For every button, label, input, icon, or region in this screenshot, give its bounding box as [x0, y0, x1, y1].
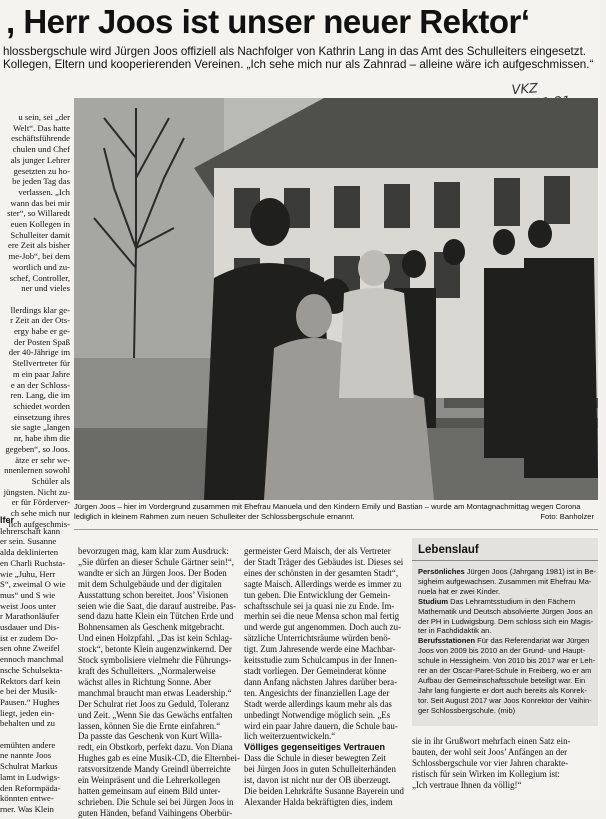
text-line: ristisch für sein Wirken im Kollegium ist:: [412, 768, 560, 779]
text-line: manchmal braucht man etwas Leadership.“: [78, 687, 232, 698]
text-line: sagte Maisch. Allerdings werde es immer zu: [244, 578, 402, 589]
lebenslauf-line: rer an der Oscar-Paret-Schule in Freiberg, wo er am: [418, 666, 592, 676]
text-line: behalten und zu: [0, 718, 56, 729]
text-line: wortlich und zu-: [12, 261, 70, 272]
text-line: tun geben. Die Entwicklung der Gemein-: [244, 589, 391, 600]
text-line: unbedingt Notwendige möglich sein. „Es: [244, 709, 391, 720]
text-line: Stadt werde allerdings kaum mehr als das: [244, 698, 392, 709]
lebenslauf-title: Lebenslauf: [412, 538, 598, 561]
text-line: lfer: [0, 515, 15, 525]
text-line: könnten entwe-: [0, 793, 54, 804]
text-line: ratsvorsitzende Mandy Greindl überreichte: [78, 764, 231, 775]
photo-caption: [74, 502, 598, 521]
lebenslauf-box: [412, 538, 598, 726]
lebenslauf-line: Joos von 2009 bis 2010 an der Grund- und Haupt-: [418, 646, 586, 656]
text-line: schef, Controller,: [9, 272, 70, 283]
text-line: eines der schönsten in der gesamten Stadt“,: [244, 567, 399, 578]
text-line: ennoch manchmal: [0, 654, 64, 665]
text-line: liegt, jeden ein-: [0, 707, 55, 718]
text-line: wandte er sich an Jürgen Joos. Der Boden: [78, 567, 227, 578]
text-line: den Reformpäda-: [0, 782, 61, 793]
text-line: Schulleiter damit: [10, 229, 70, 240]
photo-credit: Foto: Banholzer: [540, 511, 594, 521]
text-line: und werde gut angenommen. Doch auch zu-: [244, 622, 401, 633]
text-line: ergy habe er ge-: [13, 326, 70, 337]
divider: [74, 529, 598, 530]
text-line: m ein paar Jahre: [12, 368, 70, 379]
handwritten-date-stamp: VKZ: [511, 81, 539, 99]
lebenslauf-line: nuela hat er zwei Kinder.: [418, 586, 501, 596]
lead-line: hlossbergschule wird Jürgen Joos offiziell als Nachfolger von Kathrin Lang in das Amt des Schulleiters eingesetzt.: [3, 45, 587, 58]
text-line: schaftsschule sei ja quasi nie zu Ende. Im-: [244, 600, 395, 611]
text-line: gegeben“, so Joos.: [5, 443, 70, 454]
text-line: ner und vieles: [21, 283, 70, 294]
lebenslauf-line: Jahr lang fungierte er dort auch bereits als Konrek-: [418, 685, 587, 695]
text-line: „Ich vertraue Ihnen da völlig!“: [412, 779, 522, 790]
text-line: send dazu hatte Klein ein Tütchen Erde und: [78, 611, 234, 622]
text-line: bevorzugen mag, kam klar zum Ausdruck:: [78, 546, 229, 556]
text-line: bei Jürgen Joos in guten Schulleiterhänden: [244, 764, 396, 775]
text-line: lich aufgeschmis-: [8, 518, 70, 529]
text-line: Alexander Halda bekräftigten dies, indem: [244, 796, 393, 807]
text-line: nsche Schulsekta-: [0, 664, 63, 675]
text-line: hatten gemeinsam auf einem Bild unter-: [78, 785, 221, 796]
text-line: dann Anfang nächsten Jahres darüber bera-: [244, 676, 398, 687]
text-line: einsetzung ihres: [13, 411, 70, 422]
text-line: Bohnensamen als Geschenk mitgebracht.: [78, 622, 225, 633]
text-line: r Marathonläufer: [0, 611, 60, 622]
text-line: en Charli Ruchsta-: [0, 557, 66, 568]
text-line: merhin sei die neue Mensa schon mal fertig: [244, 611, 400, 622]
text-line: stadt vorliegen. Der Gemeinderat könne: [244, 665, 387, 676]
text-line: sätzliche Unterrichtsräume würden benö-: [244, 633, 391, 644]
text-line: wächst alles in Richtung Sonne. Aber: [78, 676, 212, 687]
text-line: nnenlernen sowohl: [4, 465, 70, 476]
text-line: S“, zweimal O wie: [0, 579, 66, 590]
text-line: Da passte das Geschenk von Kurt Willa-: [78, 731, 222, 742]
text-line: rner. Was Klein: [0, 803, 54, 814]
text-line: schrieben. Die Schule sei bei Jürgen Joos in: [78, 796, 234, 807]
caption-text: Jürgen Joos – hier im Vordergrund zusammen mit Ehefrau Manuela und den Kindern Emily und Bastian – wurde am Montagnachmittag wegen Corona lediglich in kleinem Rahmen zum neuen Schulleiter der Schlossbergschule ernannt.: [74, 502, 581, 521]
text-line: Stock symbolisiere vielmehr die Führungs-: [78, 655, 232, 666]
text-line: Schulrat Markus: [0, 761, 58, 772]
text-line: Der Schulrat riet Joos zu Geduld, Toleranz: [78, 698, 230, 709]
text-line: er für Förderver-: [11, 497, 70, 508]
text-line: keitsstudie zum Schulcampus in der Innen-: [244, 655, 398, 666]
text-line: sie in ihr Grußwort mehrfach einen Satz ein-: [412, 736, 571, 746]
text-line: me-Job“, bei dem: [8, 251, 70, 262]
text-line: Dass die Schule in dieser bewegten Zeit: [244, 753, 386, 764]
text-line: Pausen.“ Hughes: [0, 696, 60, 707]
text-line: ist er zudem Do-: [0, 632, 59, 643]
text-line: Schlossbergschule vor vier Jahren charakte-: [412, 757, 569, 768]
text-line: Die beiden Lehrkräfte Susanne Bayerein und: [244, 785, 404, 796]
lebenslauf-line: Aufbau der Gemeinschaftsschule beteiligt war. Ein: [418, 675, 586, 685]
text-line: gesetzten zu ho-: [13, 165, 70, 176]
text-line: germeister Gerd Maisch, der als Vertreter: [244, 546, 391, 556]
text-line: jüngsten. Nicht zu-: [3, 486, 70, 497]
text-line: Rektors darf kein: [0, 675, 61, 686]
text-line: redt, ein Obstkorb, perfekt dazu. Von Diana: [78, 742, 233, 753]
text-line: r Zeit an der Ots-: [10, 315, 70, 326]
group-photo: [74, 98, 598, 500]
text-line: nr, habe ihm die: [13, 433, 70, 444]
text-line: seien wie die Saat, die darauf austreibe. Pas-: [78, 600, 236, 611]
text-line: ch sehe mich nur: [10, 508, 70, 519]
text-line: Und einen Holzpfahl. „Das ist kein Schlag-: [78, 633, 233, 644]
text-line: [0, 294, 70, 305]
article-column-3: [412, 736, 598, 800]
text-line: der Stadt Träger des Gebäudes ist. Dieses sei: [244, 556, 404, 567]
text-line: ren. Lang, die im: [10, 390, 70, 401]
text-line: Ausstattung schon bereitet. Joos’ Visionen: [78, 589, 229, 600]
lebenslauf-line: Studium Das Lehramtsstudium in den Fächern: [418, 596, 576, 606]
text-line: alda deklinierten: [0, 547, 59, 558]
text-line: lassen, können Sie die Ernte einfahren.“: [78, 720, 221, 731]
text-line: e bei der Musik-: [0, 686, 58, 697]
lebenslauf-line: sigheim aufgewachsen. Zusammen mit Ehefrau Ma-: [418, 576, 592, 586]
text-line: wie „Juhu, Herr: [0, 568, 56, 579]
lebenslauf-line: tor. Seit August 2017 war Joos Konrektor der Vaihin-: [418, 695, 592, 705]
text-line: sen ohne Zweifel: [0, 643, 60, 654]
lebenslauf-line: der PH in Ludwigsburg. Dem schloss sich ein Magis-: [418, 616, 594, 626]
text-line: er sein. Susanne: [0, 536, 57, 547]
text-line: Schüler als: [31, 475, 70, 486]
lebenslauf-line: ger Schlossbergschule. (mib): [418, 705, 516, 715]
text-line: Stellvertreter für: [12, 358, 70, 369]
text-line: lamt in Ludwigs-: [0, 771, 60, 782]
text-line: als junger Lehrer: [10, 154, 70, 165]
lebenslauf-heading: Persönliches: [418, 567, 465, 576]
lebenslauf-line: Berufsstationen Für das Referendariat war Jürgen: [418, 636, 590, 646]
text-line: wann das bei mir: [10, 197, 70, 208]
text-line: [0, 729, 70, 740]
text-line: ein Weinpräsent und die Lehrerkollegen: [78, 775, 221, 786]
text-line: der 40-Jährige im: [8, 347, 70, 358]
lead-paragraph: [0, 46, 600, 71]
lebenslauf-line: Persönliches Jürgen Joos (Jahrgang 1981) ist in Be-: [418, 567, 597, 576]
text-line: bauten, der wohl seit Joos’ Anfängen an der: [412, 746, 568, 757]
text-line: sie sagte „langen: [11, 422, 70, 433]
text-line: emühten andere: [0, 739, 56, 750]
text-line: Hughes gab es eine Musik-CD, die Elternbei-: [78, 753, 240, 764]
text-line: chulen und Chef: [12, 144, 70, 155]
text-line: be jeden Tag das: [12, 176, 70, 187]
text-line: ster“, so Willaredt: [7, 208, 70, 219]
text-line: weist Joos unter: [0, 600, 56, 611]
headline: , Herr Joos ist unser neuer Rektor‘: [6, 3, 530, 40]
lebenslauf-line: ter in Fachdidaktik an.: [418, 626, 492, 636]
text-line: der Posten Spaß: [14, 336, 70, 347]
lebenslauf-text: [412, 561, 598, 716]
text-line: llerdings klar ge-: [10, 304, 70, 315]
text-line: stock“, betonte Klein augenzwinkernd. Der: [78, 644, 232, 655]
text-line: usdauer und Dis-: [0, 622, 60, 633]
lead-line: Kollegen, Eltern und kooperierenden Vereinen. „Ich sehe mich nur als Zahnrad – alleine wäre ich aufgeschmissen.“: [3, 57, 594, 71]
lebenslauf-line: Mathematik und Deutsch absolvierte Jürgen Joos an: [418, 606, 593, 616]
text-line: wird ein paar Jahre dauern, die Schule bau-: [244, 720, 398, 731]
text-line: kraft des Schulleiters. „Normalerweise: [78, 665, 216, 676]
text-line: e an der Schloss-: [10, 379, 70, 390]
text-line: Völliges gegenseitiges Vertrauen: [244, 742, 386, 753]
text-line: tigt. Zum Jahresende werde eine Machbar-: [244, 644, 396, 655]
bottom-left-column-text: [0, 515, 70, 814]
lebenslauf-heading: Studium: [418, 596, 448, 606]
text-line: lich weiterzuentwickeln.“: [244, 731, 336, 742]
text-line: ten. Angesichts der finanziellen Lage der: [244, 687, 390, 698]
text-line: ere Zeit als bisher: [8, 240, 70, 251]
text-line: „Sie dürfen an dieser Schule Gärtner sein!“,: [78, 556, 234, 567]
text-line: euen Kollegen in: [10, 219, 70, 230]
text-line: und Zeit. „Wenn Sie das Gewächs entfalten: [78, 709, 233, 720]
article-column-2: [244, 546, 404, 807]
text-line: guten Händen, befand Vaihingens Oberbür-: [78, 807, 233, 818]
photo-illustration: [74, 98, 598, 500]
text-line: ätze er sehr we-: [15, 454, 70, 465]
text-line: ist, davon ist nicht nur der OB überzeugt.: [244, 775, 391, 786]
text-line: verlassen. „Ich: [18, 186, 70, 197]
article-column-1: [78, 546, 240, 818]
text-line: mus“ und S wie: [0, 589, 56, 600]
text-line: ne nannte Joos: [0, 750, 52, 761]
text-line: lehrerschaft kann: [0, 525, 61, 536]
text-line: eschäftsführende: [11, 133, 70, 144]
lebenslauf-heading: Berufsstationen: [418, 636, 476, 646]
text-line: mit dem Schulgebäude und der digitalen: [78, 578, 222, 589]
text-line: schiedet worden: [13, 400, 70, 411]
text-line: u sein, sei „der: [18, 112, 70, 122]
text-line: Welt“. Das hatte: [13, 122, 70, 133]
lebenslauf-line: schule in Hessigheim. Von 2010 bis 2017 war er Leh-: [418, 656, 596, 666]
